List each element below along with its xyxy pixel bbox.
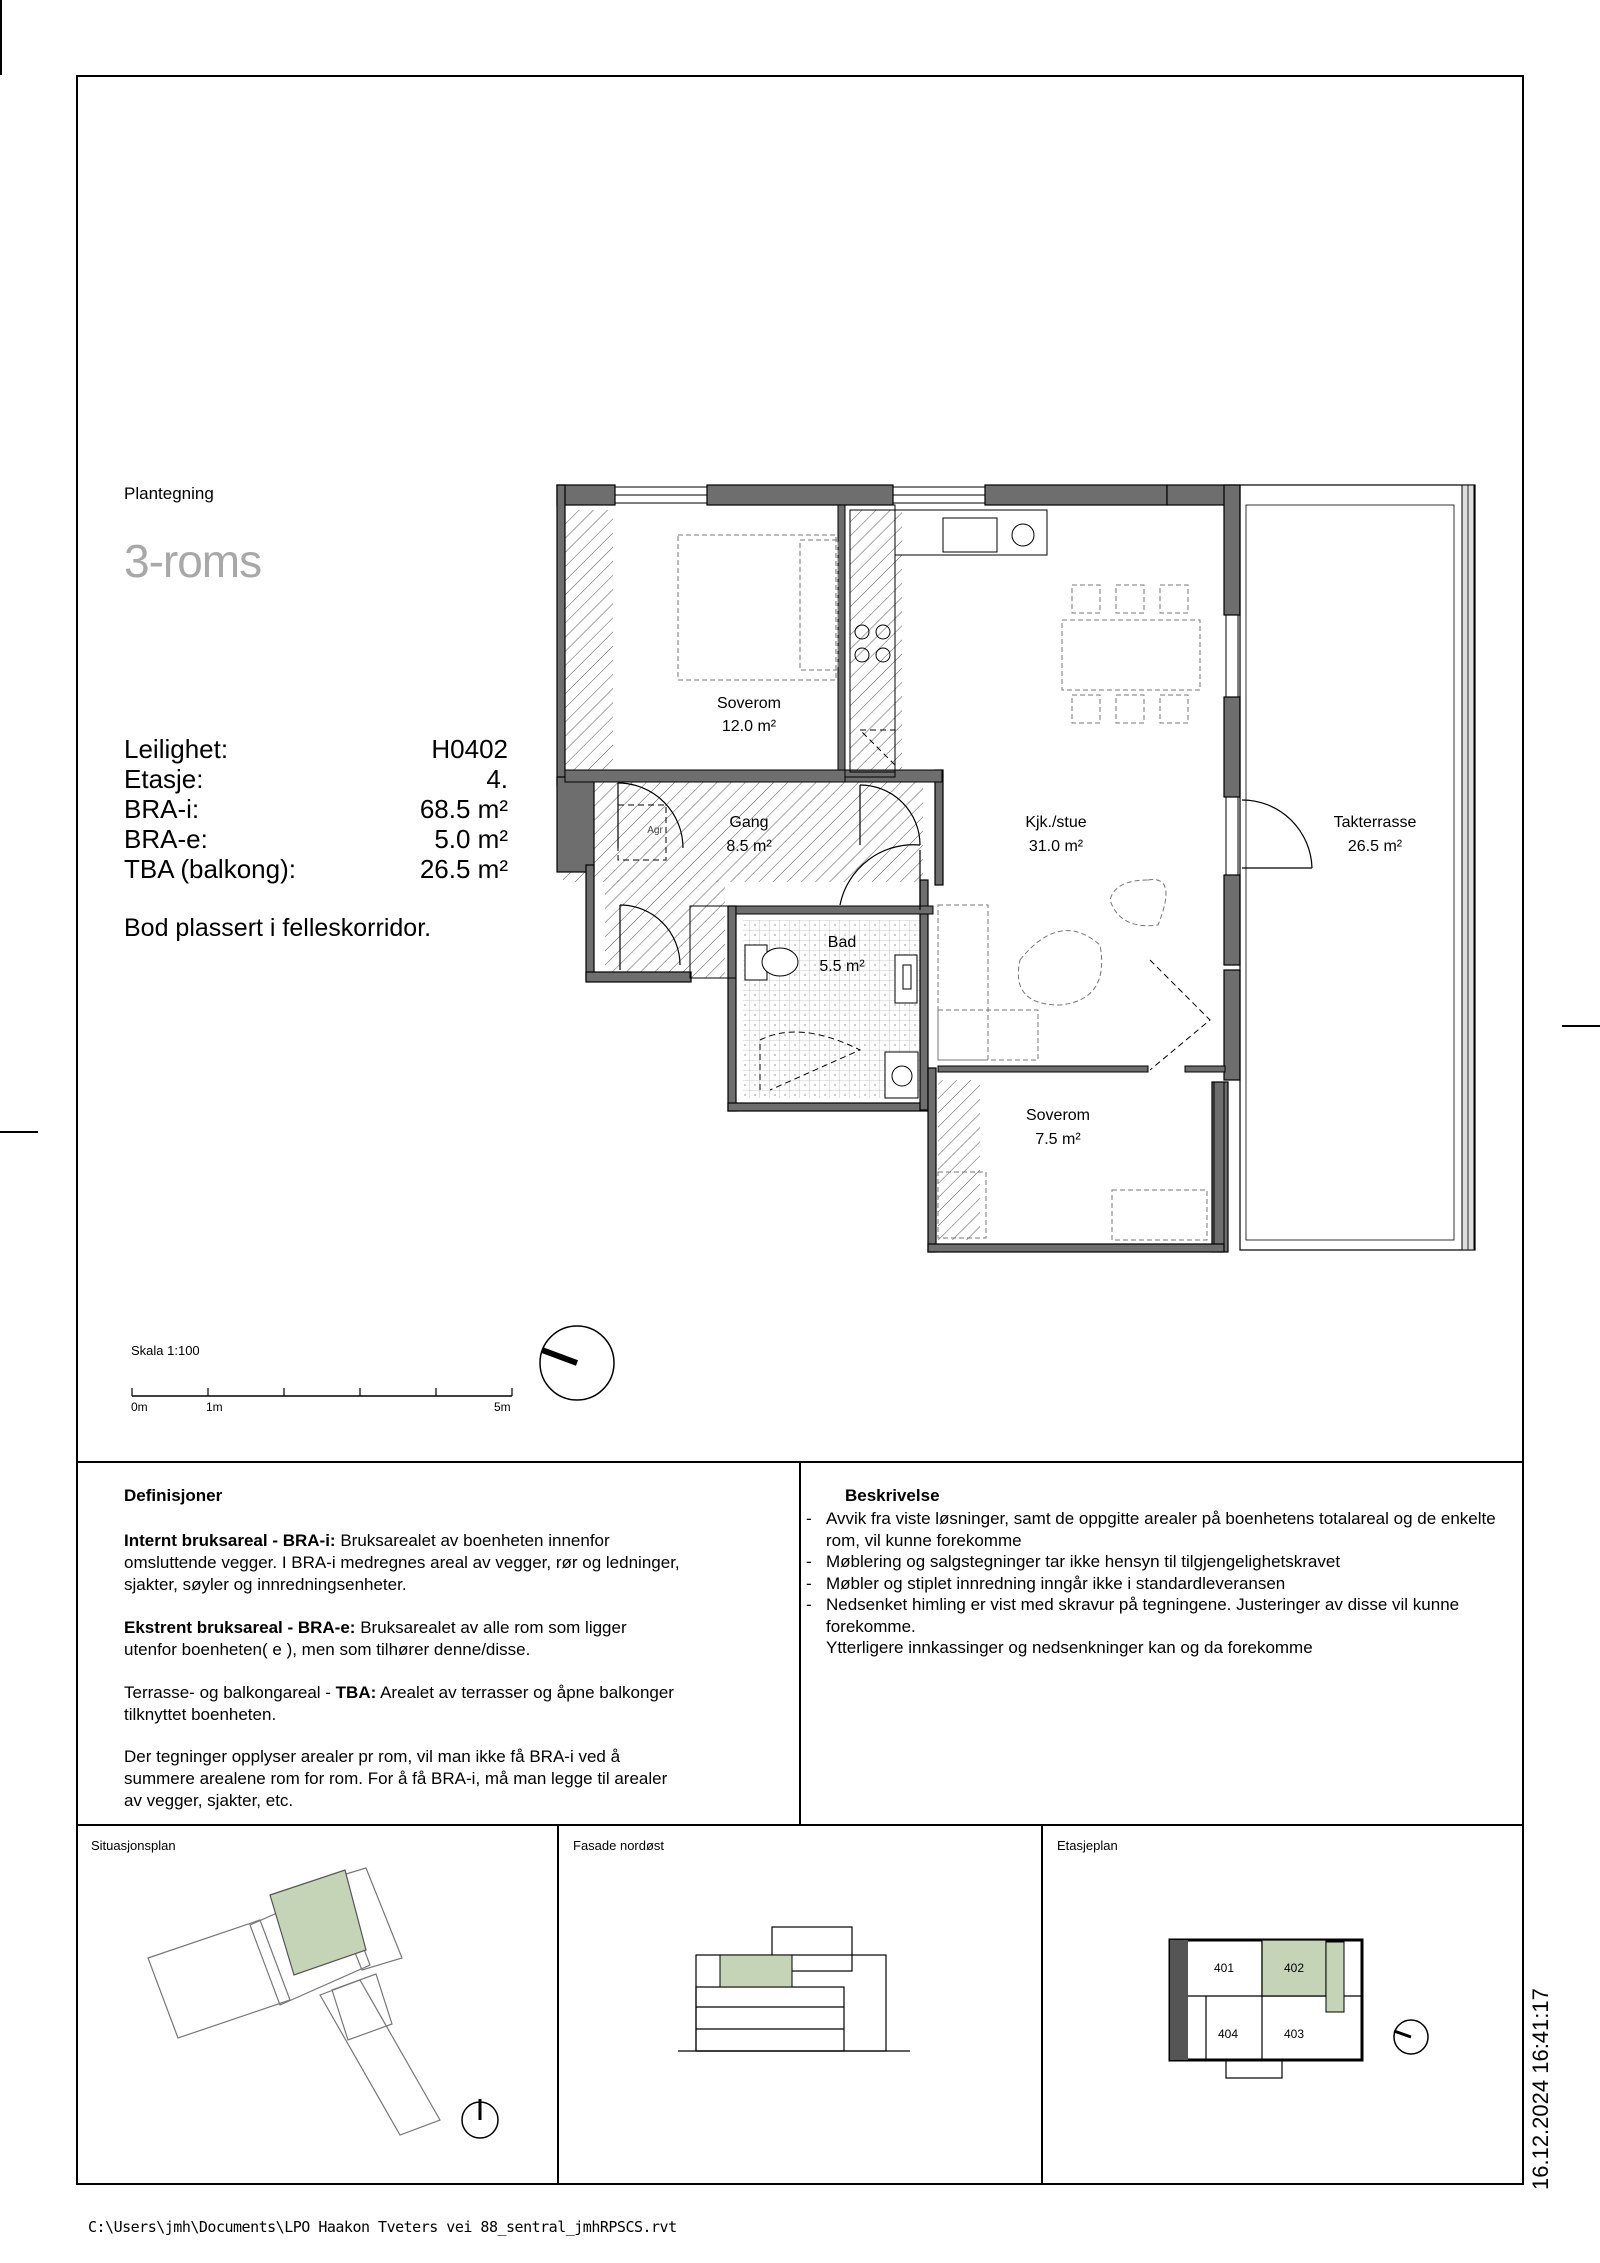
definition-term: Internt bruksareal - BRA-i: [124, 1531, 336, 1550]
info-value: 4. [486, 764, 508, 794]
unit-label: 403 [1283, 2027, 1305, 2041]
site-plan [140, 1850, 520, 2170]
timestamp: 16.12.2024 16:41:17 [1528, 1988, 1553, 2190]
hatch-zone [563, 782, 923, 882]
description-list [806, 1508, 1506, 1659]
definition-term-bold: TBA: [335, 1683, 377, 1702]
room-name: Bad [827, 934, 857, 951]
info-label: Etasje: [124, 764, 204, 794]
info-value: 68.5 m² [419, 794, 508, 824]
info-label: Leilighet: [124, 734, 229, 764]
list-item: - Møblering og salgstegninger tar ikke hensyn til tilgjengelighetskravet [806, 1552, 1341, 1571]
room-name: Takterrasse [1333, 814, 1417, 831]
definition-note: Der tegninger opplyser arealer pr rom, vil man ikke få BRA-i ved å summere arealene rom for rom. For å få BRA-i, må man legge til arealer av vegger, sjakter, etc. [124, 1747, 668, 1810]
floor-plan-title: Etasjeplan [1057, 1838, 1118, 1853]
unit-type: 3-roms [124, 535, 262, 587]
definitions-title: Definisjoner [124, 1486, 223, 1505]
registration-mark-left [0, 1131, 38, 1133]
definition-term: Terrasse- og balkongareal - [124, 1683, 336, 1702]
info-value: H0402 [431, 734, 508, 764]
facade-drawing [650, 1915, 920, 2060]
list-item: - Møbler og stiplet innredning inngår ikke i standardleveransen [806, 1573, 1286, 1593]
definition-tba [124, 1682, 684, 1726]
divider-panel-1 [557, 1824, 559, 2184]
unit-label: 402 [1283, 1961, 1305, 1975]
info-value: 5.0 m² [434, 824, 508, 854]
list-item-continuation: Ytterligere innkassinger og nedsenkninger kan og da forekomme [826, 1638, 1313, 1657]
room-area: 26.5 m² [1347, 838, 1403, 855]
north-arrow-icon [536, 1322, 618, 1404]
info-label: BRA-i: [124, 794, 200, 824]
unit-label: 404 [1217, 2027, 1239, 2041]
definition-text: Bruksarealet av boenheten innenfor omsluttende vegger. I BRA-i medregnes areal av vegger, rør og ledninger, sjakter, søyler og innredningsenheter. [124, 1531, 680, 1594]
definition-text: Arealet av terrasser og åpne balkonger tilknyttet boenheten. [124, 1683, 674, 1724]
plan-label: Plantegning [124, 484, 214, 503]
unit-label: 401 [1213, 1961, 1235, 1975]
info-label: BRA-e: [124, 824, 208, 854]
definition-bra-e [124, 1617, 684, 1661]
scale-tick-label: 0m [131, 1400, 148, 1414]
definition-term: Ekstrent bruksareal - BRA-e: [124, 1618, 356, 1637]
definition-text: Bruksarealet av alle rom som ligger utenfor boenheten( e ), men som tilhører denne/disse. [124, 1618, 627, 1659]
info-value: 26.5 m² [419, 854, 508, 884]
floor-plan [550, 470, 1550, 1260]
list-item: - Nedsenket himling er vist med skravur på tegningene. Justeringer av disse vil kunne forekomme. [806, 1595, 1460, 1636]
scale-tick-label: 1m [206, 1400, 223, 1414]
divider-panels [76, 1824, 1524, 1826]
hatch-zone [563, 510, 613, 772]
scale-bar [130, 1380, 520, 1402]
facade-title: Fasade nordøst [573, 1838, 665, 1853]
room-area: 5.5 m² [819, 958, 865, 975]
hatch-zone [938, 1080, 980, 1240]
divider-panel-2 [1041, 1824, 1043, 2184]
agr-tag: Agr [647, 825, 663, 836]
info-label: TBA (balkong): [124, 854, 296, 884]
room-area: 8.5 m² [726, 838, 772, 855]
hatch-zone [850, 510, 902, 772]
storage-note: Bod plassert i felleskorridor. [124, 914, 432, 942]
room-name: Gang [729, 814, 769, 831]
divider-info-columns [799, 1461, 801, 1825]
file-path: C:\Users\jmh\Documents\LPO Haakon Tveters vei 88_sentral_jmhRPSCS.rvt [88, 2218, 677, 2236]
room-area: 31.0 m² [1028, 838, 1084, 855]
room-area: 12.0 m² [721, 718, 777, 735]
scale-label: Skala 1:100 [131, 1343, 200, 1358]
room-name: Soverom [716, 695, 782, 712]
room-name: Kjk./stue [1025, 814, 1087, 831]
description-title: Beskrivelse [845, 1486, 940, 1505]
registration-mark-top [0, 0, 2, 75]
floor-key-plan [1166, 1930, 1446, 2080]
hatch-zone [605, 880, 725, 978]
registration-mark-right [1562, 1025, 1600, 1027]
room-area: 7.5 m² [1035, 1131, 1081, 1148]
scale-tick-label: 5m [494, 1400, 511, 1414]
site-plan-title: Situasjonsplan [91, 1838, 176, 1853]
definition-bra-i [124, 1530, 684, 1596]
list-item: - Avvik fra viste løsninger, samt de oppgitte arealer på boenhetens totalareal og de enkelte rom, vil kunne forekomme [806, 1509, 1496, 1550]
room-name: Soverom [1025, 1107, 1091, 1124]
